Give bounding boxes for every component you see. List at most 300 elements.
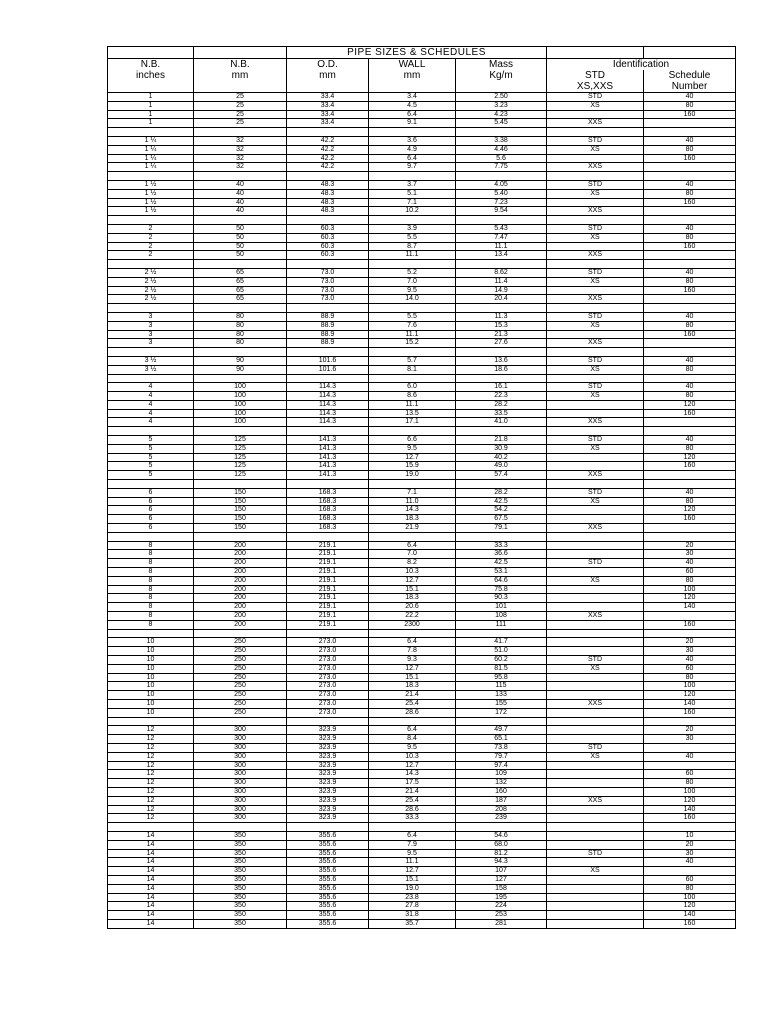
schedule-cell: 160: [644, 198, 736, 207]
nb-mm-cell: 200: [194, 594, 287, 603]
od-cell: 88.9: [287, 330, 369, 339]
std-id-cell: [547, 911, 644, 920]
wall-cell: 9.7: [369, 163, 456, 172]
table-row: [108, 418, 736, 427]
mass-cell: 239: [456, 814, 547, 823]
mass-cell: 60.2: [456, 656, 547, 665]
table-row: [108, 119, 736, 128]
mass-cell: 127: [456, 875, 547, 884]
nb-inches-cell: 1: [108, 119, 194, 128]
spacer-cell: [108, 717, 194, 726]
nb-inches-cell: 4: [108, 409, 194, 418]
std-id-cell: STD: [547, 312, 644, 321]
nb-mm-cell: 80: [194, 339, 287, 348]
spacer-cell: [547, 823, 644, 832]
wall-cell: 17.1: [369, 418, 456, 427]
nb-mm-cell: 32: [194, 145, 287, 154]
schedule-cell: 160: [644, 708, 736, 717]
nb-mm-cell: 300: [194, 779, 287, 788]
wall-cell: 31.8: [369, 911, 456, 920]
table-row: [108, 664, 736, 673]
od-cell: 33.4: [287, 101, 369, 110]
nb-inches-cell: 8: [108, 603, 194, 612]
table-row: [108, 858, 736, 867]
nb-mm-cell: 150: [194, 488, 287, 497]
nb-inches-cell: 1: [108, 110, 194, 119]
nb-inches-cell: 4: [108, 400, 194, 409]
od-cell: 323.9: [287, 761, 369, 770]
std-id-cell: [547, 400, 644, 409]
nb-inches-cell: 5: [108, 436, 194, 445]
mass-cell: 5.43: [456, 224, 547, 233]
od-cell: 114.3: [287, 392, 369, 401]
header-unit-kgm: Kg/m: [456, 70, 547, 81]
schedule-cell: 10: [644, 831, 736, 840]
mass-cell: 51.0: [456, 647, 547, 656]
nb-inches-cell: 10: [108, 647, 194, 656]
nb-inches-cell: 14: [108, 884, 194, 893]
table-row: [108, 224, 736, 233]
nb-mm-cell: 100: [194, 392, 287, 401]
table-row: [108, 893, 736, 902]
nb-mm-cell: 250: [194, 638, 287, 647]
wall-cell: 15.2: [369, 339, 456, 348]
wall-cell: 21.4: [369, 787, 456, 796]
spacer-cell: [456, 260, 547, 269]
od-cell: 323.9: [287, 814, 369, 823]
mass-cell: 5.6: [456, 154, 547, 163]
od-cell: 141.3: [287, 462, 369, 471]
nb-inches-cell: 8: [108, 620, 194, 629]
mass-cell: 109: [456, 770, 547, 779]
spacer-cell: [456, 480, 547, 489]
od-cell: 273.0: [287, 656, 369, 665]
wall-cell: 6.4: [369, 154, 456, 163]
od-cell: 219.1: [287, 550, 369, 559]
wall-cell: 25.4: [369, 796, 456, 805]
header-nb-mm: N.B.: [194, 59, 287, 71]
std-id-cell: [547, 673, 644, 682]
std-id-cell: [547, 515, 644, 524]
mass-cell: 7.23: [456, 198, 547, 207]
std-id-cell: [547, 805, 644, 814]
nb-inches-cell: 14: [108, 875, 194, 884]
nb-mm-cell: 25: [194, 110, 287, 119]
table-row: [108, 840, 736, 849]
spacer-cell: [644, 216, 736, 225]
nb-inches-cell: 3 ½: [108, 365, 194, 374]
od-cell: 168.3: [287, 488, 369, 497]
spacer-cell: [108, 172, 194, 181]
nb-inches-cell: 3: [108, 339, 194, 348]
nb-inches-cell: 8: [108, 568, 194, 577]
spacer-cell: [644, 532, 736, 541]
wall-cell: 18.3: [369, 515, 456, 524]
nb-inches-cell: 5: [108, 462, 194, 471]
spacer-cell: [194, 304, 287, 313]
nb-inches-cell: 14: [108, 831, 194, 840]
mass-cell: 64.6: [456, 576, 547, 585]
std-id-cell: [547, 858, 644, 867]
schedule-cell: [644, 867, 736, 876]
table-row: [108, 656, 736, 665]
spacer-cell: [547, 374, 644, 383]
table-row: [108, 515, 736, 524]
std-id-cell: [547, 506, 644, 515]
table-row: [108, 277, 736, 286]
wall-cell: 8.2: [369, 559, 456, 568]
table-row: [108, 752, 736, 761]
nb-inches-cell: 8: [108, 541, 194, 550]
wall-cell: 6.6: [369, 436, 456, 445]
table-row: [108, 154, 736, 163]
mass-cell: 3.38: [456, 136, 547, 145]
table-body: [108, 93, 736, 929]
nb-inches-cell: 8: [108, 612, 194, 621]
nb-inches-cell: 8: [108, 594, 194, 603]
spacer-cell: [547, 717, 644, 726]
table-row: [108, 779, 736, 788]
nb-mm-cell: 250: [194, 691, 287, 700]
std-id-cell: [547, 919, 644, 928]
std-id-cell: [547, 550, 644, 559]
std-id-cell: [547, 594, 644, 603]
od-cell: 355.6: [287, 831, 369, 840]
mass-cell: 95.8: [456, 673, 547, 682]
wall-cell: 9.5: [369, 849, 456, 858]
nb-mm-cell: 40: [194, 180, 287, 189]
nb-mm-cell: 50: [194, 242, 287, 251]
spacer-cell: [644, 374, 736, 383]
nb-inches-cell: 5: [108, 453, 194, 462]
mass-cell: 107: [456, 867, 547, 876]
std-id-cell: STD: [547, 268, 644, 277]
od-cell: 323.9: [287, 726, 369, 735]
std-id-cell: [547, 682, 644, 691]
nb-mm-cell: 40: [194, 189, 287, 198]
table-row: [108, 568, 736, 577]
spacer-cell: [644, 717, 736, 726]
nb-inches-cell: 5: [108, 444, 194, 453]
header-row-1: [108, 59, 736, 71]
wall-cell: 11.0: [369, 497, 456, 506]
nb-mm-cell: 50: [194, 251, 287, 260]
std-id-cell: XS: [547, 444, 644, 453]
od-cell: 42.2: [287, 136, 369, 145]
spacer-cell: [287, 717, 369, 726]
group-spacer-row: [108, 532, 736, 541]
od-cell: 355.6: [287, 884, 369, 893]
mass-cell: 132: [456, 779, 547, 788]
nb-inches-cell: 1 ¼: [108, 154, 194, 163]
std-id-cell: [547, 770, 644, 779]
table-row: [108, 612, 736, 621]
nb-inches-cell: 14: [108, 849, 194, 858]
table-row: [108, 462, 736, 471]
wall-cell: 14.3: [369, 770, 456, 779]
od-cell: 355.6: [287, 858, 369, 867]
nb-inches-cell: 4: [108, 418, 194, 427]
std-id-cell: XXS: [547, 418, 644, 427]
nb-inches-cell: 12: [108, 743, 194, 752]
wall-cell: 25.4: [369, 699, 456, 708]
od-cell: 101.6: [287, 365, 369, 374]
nb-mm-cell: 250: [194, 682, 287, 691]
std-id-cell: XS: [547, 101, 644, 110]
wall-cell: 6.4: [369, 638, 456, 647]
nb-inches-cell: 2: [108, 224, 194, 233]
table-row: [108, 682, 736, 691]
mass-cell: 15.3: [456, 321, 547, 330]
header-blank: [287, 81, 369, 93]
spacer-cell: [456, 304, 547, 313]
mass-cell: 2.50: [456, 93, 547, 102]
std-id-cell: STD: [547, 356, 644, 365]
wall-cell: 8.1: [369, 365, 456, 374]
title-blank-cell: [194, 47, 287, 59]
mass-cell: 4.23: [456, 110, 547, 119]
mass-cell: 4.05: [456, 180, 547, 189]
group-spacer-row: [108, 128, 736, 137]
table-row: [108, 814, 736, 823]
mass-cell: 224: [456, 902, 547, 911]
od-cell: 141.3: [287, 471, 369, 480]
header-nb-inches: N.B.: [108, 59, 194, 71]
spacer-cell: [194, 172, 287, 181]
table-row: [108, 743, 736, 752]
wall-cell: 11.1: [369, 330, 456, 339]
mass-cell: 42.5: [456, 497, 547, 506]
schedule-cell: 160: [644, 462, 736, 471]
table-row: [108, 594, 736, 603]
spacer-cell: [456, 427, 547, 436]
header-unit-mm: mm: [194, 70, 287, 81]
nb-inches-cell: 12: [108, 814, 194, 823]
od-cell: 60.3: [287, 242, 369, 251]
mass-cell: 41.0: [456, 418, 547, 427]
schedule-cell: 20: [644, 638, 736, 647]
nb-mm-cell: 65: [194, 268, 287, 277]
std-id-cell: STD: [547, 488, 644, 497]
nb-mm-cell: 250: [194, 708, 287, 717]
spacer-cell: [194, 374, 287, 383]
mass-cell: 81.2: [456, 849, 547, 858]
schedule-cell: 140: [644, 911, 736, 920]
schedule-cell: 40: [644, 488, 736, 497]
spacer-cell: [287, 260, 369, 269]
mass-cell: 18.6: [456, 365, 547, 374]
spacer-cell: [287, 128, 369, 137]
nb-inches-cell: 12: [108, 787, 194, 796]
nb-inches-cell: 12: [108, 770, 194, 779]
schedule-cell: 80: [644, 101, 736, 110]
nb-mm-cell: 32: [194, 136, 287, 145]
header-wall: WALL: [369, 59, 456, 71]
spacer-cell: [108, 304, 194, 313]
od-cell: 88.9: [287, 312, 369, 321]
mass-cell: 160: [456, 787, 547, 796]
od-cell: 273.0: [287, 664, 369, 673]
table-row: [108, 902, 736, 911]
header-blank: [194, 81, 287, 93]
wall-cell: 12.7: [369, 664, 456, 673]
nb-mm-cell: 300: [194, 761, 287, 770]
wall-cell: 14.3: [369, 506, 456, 515]
table-row: [108, 356, 736, 365]
spacer-cell: [287, 172, 369, 181]
schedule-cell: 30: [644, 550, 736, 559]
schedule-cell: [644, 295, 736, 304]
std-id-cell: XS: [547, 392, 644, 401]
wall-cell: 7.1: [369, 198, 456, 207]
table-row: [108, 321, 736, 330]
mass-cell: 81.5: [456, 664, 547, 673]
od-cell: 323.9: [287, 770, 369, 779]
mass-cell: 111: [456, 620, 547, 629]
spacer-cell: [369, 172, 456, 181]
wall-cell: 22.2: [369, 612, 456, 621]
wall-cell: 9.3: [369, 656, 456, 665]
nb-mm-cell: 350: [194, 831, 287, 840]
nb-mm-cell: 300: [194, 814, 287, 823]
nb-mm-cell: 350: [194, 875, 287, 884]
nb-mm-cell: 150: [194, 506, 287, 515]
wall-cell: 28.6: [369, 805, 456, 814]
od-cell: 219.1: [287, 603, 369, 612]
std-id-cell: [547, 761, 644, 770]
spacer-cell: [644, 128, 736, 137]
std-id-cell: [547, 409, 644, 418]
std-id-cell: XS: [547, 189, 644, 198]
od-cell: 33.4: [287, 119, 369, 128]
mass-cell: 53.1: [456, 568, 547, 577]
mass-cell: 41.7: [456, 638, 547, 647]
schedule-cell: 40: [644, 656, 736, 665]
mass-cell: 16.1: [456, 383, 547, 392]
schedule-cell: 160: [644, 330, 736, 339]
mass-cell: 30.9: [456, 444, 547, 453]
wall-cell: 33.3: [369, 814, 456, 823]
schedule-cell: 120: [644, 453, 736, 462]
wall-cell: 15.1: [369, 585, 456, 594]
schedule-cell: [644, 761, 736, 770]
std-id-cell: XS: [547, 752, 644, 761]
table-row: [108, 911, 736, 920]
od-cell: 355.6: [287, 911, 369, 920]
table-row: [108, 436, 736, 445]
std-id-cell: STD: [547, 383, 644, 392]
schedule-cell: 140: [644, 603, 736, 612]
table-row: [108, 136, 736, 145]
od-cell: 273.0: [287, 708, 369, 717]
table-row: [108, 831, 736, 840]
table-row: [108, 673, 736, 682]
schedule-cell: 100: [644, 787, 736, 796]
spacer-cell: [644, 427, 736, 436]
od-cell: 323.9: [287, 787, 369, 796]
spacer-cell: [547, 260, 644, 269]
nb-mm-cell: 350: [194, 902, 287, 911]
nb-mm-cell: 200: [194, 585, 287, 594]
schedule-cell: 40: [644, 312, 736, 321]
od-cell: 323.9: [287, 805, 369, 814]
mass-cell: 20.4: [456, 295, 547, 304]
nb-inches-cell: 8: [108, 576, 194, 585]
table-row: [108, 849, 736, 858]
nb-mm-cell: 125: [194, 436, 287, 445]
nb-mm-cell: 125: [194, 462, 287, 471]
nb-inches-cell: 12: [108, 752, 194, 761]
wall-cell: 6.0: [369, 383, 456, 392]
table-row: [108, 620, 736, 629]
nb-inches-cell: 1 ¼: [108, 136, 194, 145]
std-id-cell: STD: [547, 849, 644, 858]
schedule-cell: 40: [644, 93, 736, 102]
table-row: [108, 198, 736, 207]
std-id-cell: [547, 603, 644, 612]
nb-inches-cell: 6: [108, 524, 194, 533]
schedule-cell: 120: [644, 594, 736, 603]
spacer-cell: [108, 260, 194, 269]
wall-cell: 27.8: [369, 902, 456, 911]
schedule-cell: 120: [644, 400, 736, 409]
table-row: [108, 365, 736, 374]
schedule-cell: [644, 119, 736, 128]
std-id-cell: [547, 154, 644, 163]
nb-inches-cell: 3 ½: [108, 356, 194, 365]
table-row: [108, 638, 736, 647]
title-row: [108, 47, 736, 59]
nb-mm-cell: 100: [194, 409, 287, 418]
std-id-cell: [547, 541, 644, 550]
schedule-cell: 80: [644, 145, 736, 154]
wall-cell: 12.7: [369, 867, 456, 876]
od-cell: 141.3: [287, 453, 369, 462]
od-cell: 48.3: [287, 198, 369, 207]
table-row: [108, 726, 736, 735]
spacer-cell: [369, 532, 456, 541]
od-cell: 141.3: [287, 436, 369, 445]
mass-cell: 13.6: [456, 356, 547, 365]
wall-cell: 10.2: [369, 207, 456, 216]
mass-cell: 5.40: [456, 189, 547, 198]
wall-cell: 21.4: [369, 691, 456, 700]
mass-cell: 8.62: [456, 268, 547, 277]
group-spacer-row: [108, 717, 736, 726]
spacer-cell: [456, 128, 547, 137]
od-cell: 355.6: [287, 867, 369, 876]
group-spacer-row: [108, 823, 736, 832]
wall-cell: 8.6: [369, 392, 456, 401]
table-title: PIPE SIZES & SCHEDULES: [287, 47, 547, 59]
group-spacer-row: [108, 216, 736, 225]
schedule-cell: [644, 339, 736, 348]
table-row: [108, 691, 736, 700]
nb-mm-cell: 200: [194, 576, 287, 585]
header-row-2: [108, 70, 736, 81]
table-row: [108, 541, 736, 550]
spacer-cell: [108, 823, 194, 832]
mass-cell: 94.3: [456, 858, 547, 867]
wall-cell: 7.1: [369, 488, 456, 497]
mass-cell: 97.4: [456, 761, 547, 770]
mass-cell: 115: [456, 682, 547, 691]
group-spacer-row: [108, 172, 736, 181]
nb-mm-cell: 200: [194, 603, 287, 612]
nb-inches-cell: 10: [108, 664, 194, 673]
nb-inches-cell: 12: [108, 761, 194, 770]
title-blank-cell: [644, 47, 736, 59]
